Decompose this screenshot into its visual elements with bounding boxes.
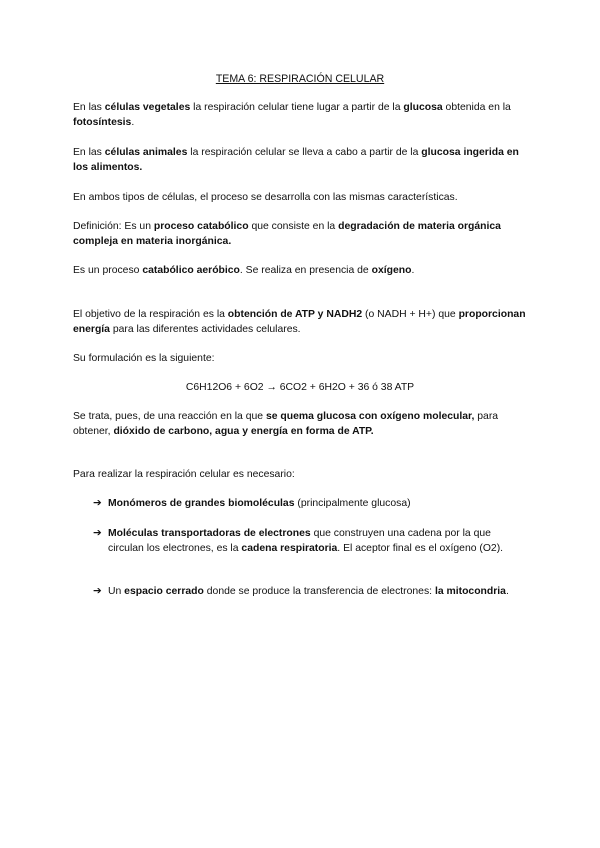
bold-text: se quema glucosa con oxígeno molecular, [265,411,475,422]
text: Su formulación es la siguiente: [73,353,215,364]
text: para obtener, [73,411,499,437]
text: que consiste en la [248,221,339,232]
bold-text: degradación de materia orgánica compleja en materia inorgánica. [73,221,501,247]
paragraph-definition [73,219,528,249]
arrow-bullet-icon: ➔ [93,498,102,509]
arrow-bullet-icon: ➔ [93,528,102,539]
text: . Se realiza en presencia de [239,265,372,276]
bold-text: glucosa [403,102,443,113]
bold-text: obtención de ATP y NADH2 [227,309,363,320]
text: que construyen una cadena por la que circulan los electrones, es la [108,528,491,554]
bold-text: Monómeros de grandes biomoléculas [108,498,295,509]
list-item-transporters [93,526,523,556]
paragraph-requirements [73,467,528,482]
bold-text: glucosa ingerida en los alimentos. [73,147,519,173]
paragraph-plant-cells [73,100,528,130]
bold-text: fotosíntesis [73,117,132,128]
bold-text: células animales [104,147,188,158]
text: . [411,265,415,276]
text: Para realizar la respiración celular es necesario: [73,469,295,480]
text: para las diferentes actividades celulares. [109,324,301,335]
text: la respiración celular tiene lugar a partir de la [190,102,404,113]
text: . [131,117,135,128]
paragraph-aerobic [73,263,528,278]
text: En ambos tipos de células, el proceso se desarrolla con las mismas características. [73,192,458,203]
text: Es un proceso [73,265,143,276]
bold-text: oxígeno [371,265,412,276]
list-item-text [108,496,523,511]
bold-text: la mitocondria [434,586,506,597]
paragraph-both-types [73,190,528,205]
bold-text: cadena respiratoria [241,543,338,554]
paragraph-reaction [73,409,528,439]
paragraph-formulation [73,351,528,366]
bold-text: dióxido de carbono, agua y energía en forma de ATP. [113,426,374,437]
text: En las [73,102,105,113]
bold-text: catabólico aeróbico [142,265,240,276]
text: la respiración celular se lleva a cabo a partir de la [187,147,422,158]
bold-text: Moléculas transportadoras de electrones [108,528,311,539]
text: . El aceptor final es el oxígeno (O2). [337,543,504,554]
bold-text: proporcionan energía [73,309,526,335]
text: El objetivo de la respiración es la [73,309,228,320]
paragraph-animal-cells [73,145,528,175]
text: Se trata, pues, de una reacción en la que [73,411,266,422]
text: En las [73,147,105,158]
document-title: TEMA 6: RESPIRACIÓN CELULAR [215,73,385,85]
chemical-formula: C6H12O6 + 6O2 → 6CO2 + 6H2O + 36 ó 38 ATP [185,382,415,393]
paragraph-objective [73,307,528,337]
text: obtenida en la [442,102,511,113]
list-item-monomers [93,496,523,511]
list-item-text [108,526,523,556]
text: donde se produce la transferencia de electrones: [203,586,435,597]
text: Un [108,586,125,597]
text: . [505,586,509,597]
bold-text: células vegetales [104,102,191,113]
text: Definición: Es un [73,221,154,232]
list-item-closed-space [93,584,523,599]
list-item-text [108,584,523,599]
bold-text: proceso catabólico [153,221,249,232]
text: (principalmente glucosa) [294,498,411,509]
arrow-bullet-icon: ➔ [93,586,102,597]
bold-text: espacio cerrado [124,586,204,597]
text: (o NADH + H+) que [362,309,459,320]
